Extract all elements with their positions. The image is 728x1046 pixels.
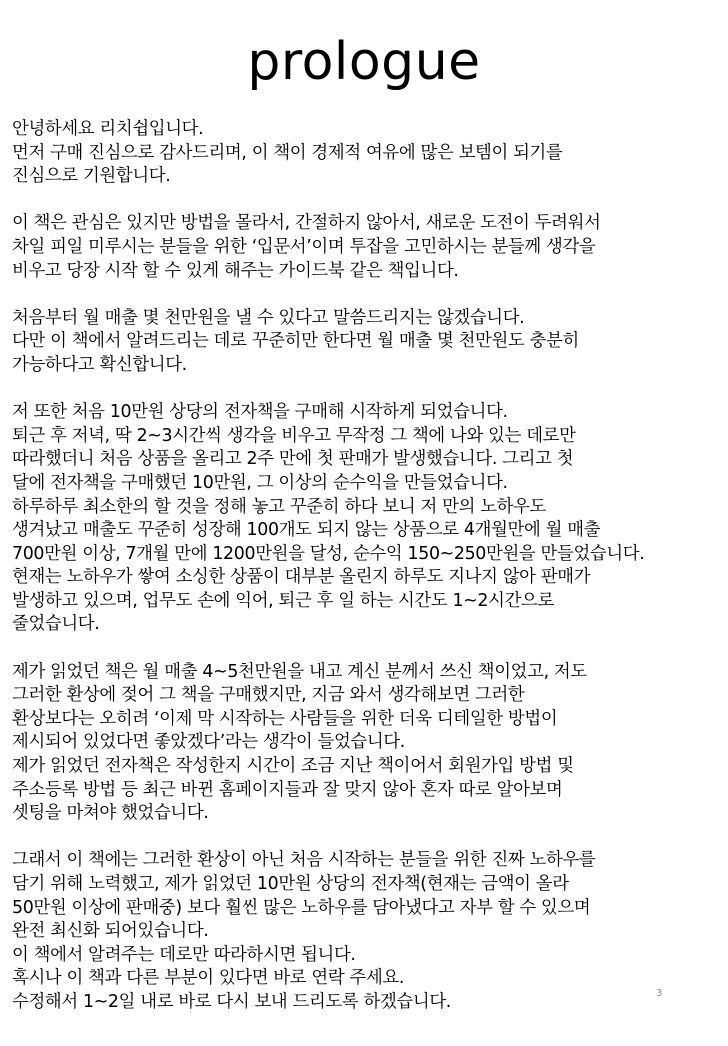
paragraph-gap bbox=[12, 378, 724, 402]
paragraph-this-book bbox=[12, 849, 724, 1014]
text-line: 그러한 환상에 젖어 그 책을 구매했지만, 지금 와서 생각해보면 그러한 bbox=[12, 685, 525, 706]
text-line: 제가 읽었던 전자책은 작성한지 시간이 조금 지난 책이어서 회원가입 방법 및 bbox=[12, 756, 574, 777]
paragraph-gap bbox=[12, 826, 724, 850]
text-line: 가능하다고 확신합니다. bbox=[12, 354, 187, 375]
paragraph-gap bbox=[12, 637, 724, 661]
text-line: 비우고 당장 시작 할 수 있게 해주는 가이드북 같은 책입니다. bbox=[12, 260, 459, 281]
text-line: 하루하루 최소한의 할 것을 정해 놓고 꾸준히 하다 보니 저 만의 노하우도 bbox=[12, 496, 546, 517]
text-line: 먼저 구매 진심으로 감사드리며, 이 책이 경제적 여유에 많은 보템이 되기를 bbox=[12, 142, 563, 163]
paragraph-expectation bbox=[12, 307, 724, 378]
text-line: 진심으로 기원합니다. bbox=[12, 166, 171, 187]
text-line: 저 또한 처음 10만원 상당의 전자책을 구매해 시작하게 되었습니다. bbox=[12, 402, 508, 423]
text-line: 주소등록 방법 등 최근 바뀐 홈페이지들과 잘 맞지 않아 혼자 따로 알아보며 bbox=[12, 779, 563, 800]
text-line: 안녕하세요 리치쉽입니다. bbox=[12, 119, 204, 139]
text-line: 혹시나 이 책과 다른 부분이 있다면 바로 연락 주세요. bbox=[12, 968, 405, 989]
text-line: 다만 이 책에서 알려드리는 데로 꾸준히만 한다면 월 매출 몇 천만원도 충분히 bbox=[12, 331, 579, 352]
paragraph-gap bbox=[12, 189, 724, 213]
text-line: 생겨났고 매출도 꾸준히 성장해 100개도 되지 않는 상품으로 4개월만에 월 매출 bbox=[12, 520, 601, 541]
text-line: 처음부터 월 매출 몇 천만원을 낼 수 있다고 말씀드리지는 않겠습니다. bbox=[12, 307, 525, 328]
text-line: 발생하고 있으며, 업무도 손에 익어, 퇴근 후 일 하는 시간도 1~2시간으로 bbox=[12, 590, 554, 611]
text-line: 그래서 이 책에는 그러한 환상이 아닌 처음 시작하는 분들을 위한 진짜 노하우를 bbox=[12, 850, 596, 871]
paragraph-gap bbox=[12, 283, 724, 307]
text-line: 따라했더니 처음 상품을 올리고 2주 만에 첫 판매가 발생했습니다. 그리고 첫 bbox=[12, 449, 574, 470]
paragraph-experience bbox=[12, 401, 724, 637]
page-title: prologue bbox=[247, 32, 481, 92]
text-line: 환상보다는 오히려 ‘이제 막 시작하는 사람들을 위한 더욱 디테일한 방법이 bbox=[12, 708, 558, 729]
paragraph-purpose bbox=[12, 212, 724, 283]
text-line: 퇴근 후 저녁, 딱 2~3시간씩 생각을 비우고 무작정 그 책에 나와 있는 데로만 bbox=[12, 425, 576, 446]
text-line: 줄었습니다. bbox=[12, 614, 100, 635]
text-line: 담기 위해 노력했고, 제가 읽었던 10만원 상당의 전자책(현재는 금액이 올라 bbox=[12, 874, 569, 894]
text-line: 이 책은 관심은 있지만 방법을 몰라서, 간절하지 않아서, 새로운 도전이 두려워서 bbox=[12, 213, 601, 234]
paragraph-greeting bbox=[12, 118, 724, 189]
text-line: 셋팅을 마쳐야 했었습니다. bbox=[12, 803, 209, 824]
paragraph-previous-book bbox=[12, 661, 724, 826]
text-line: 차일 피일 미루시는 분들을 위한 ‘입문서’이며 투잡을 고민하시는 분들께 생각을 bbox=[12, 236, 596, 257]
text-line: 달에 전자책을 구매했던 10만원, 그 이상의 순수익을 만들었습니다. bbox=[12, 472, 508, 493]
body-text bbox=[12, 118, 724, 1015]
text-line: 수정해서 1~2일 내로 바로 다시 보내 드리도록 하겠습니다. bbox=[12, 991, 451, 1012]
text-line: 현재는 노하우가 쌓여 소싱한 상품이 대부분 올린지 하루도 지나지 않아 판매가 bbox=[12, 567, 591, 588]
text-line: 완전 최신화 되어있습니다. bbox=[12, 921, 209, 942]
text-line: 이 책에서 알려주는 데로만 따라하시면 됩니다. bbox=[12, 944, 356, 965]
text-line: 제시되어 있었다면 좋았겠다’라는 생각이 들었습니다. bbox=[12, 732, 405, 753]
page-number: 3 bbox=[656, 988, 663, 999]
text-line: 제가 읽었던 책은 월 매출 4~5천만원을 내고 계신 분께서 쓰신 책이었고, 저도 bbox=[12, 661, 587, 682]
text-line: 50만원 이상에 판매중) 보다 훨씬 많은 노하우를 담아냈다고 자부 할 수 있으며 bbox=[12, 897, 591, 918]
text-line: 700만원 이상, 7개월 만에 1200만원을 달성, 순수익 150~250만원을 만들었습니다. bbox=[12, 543, 645, 564]
